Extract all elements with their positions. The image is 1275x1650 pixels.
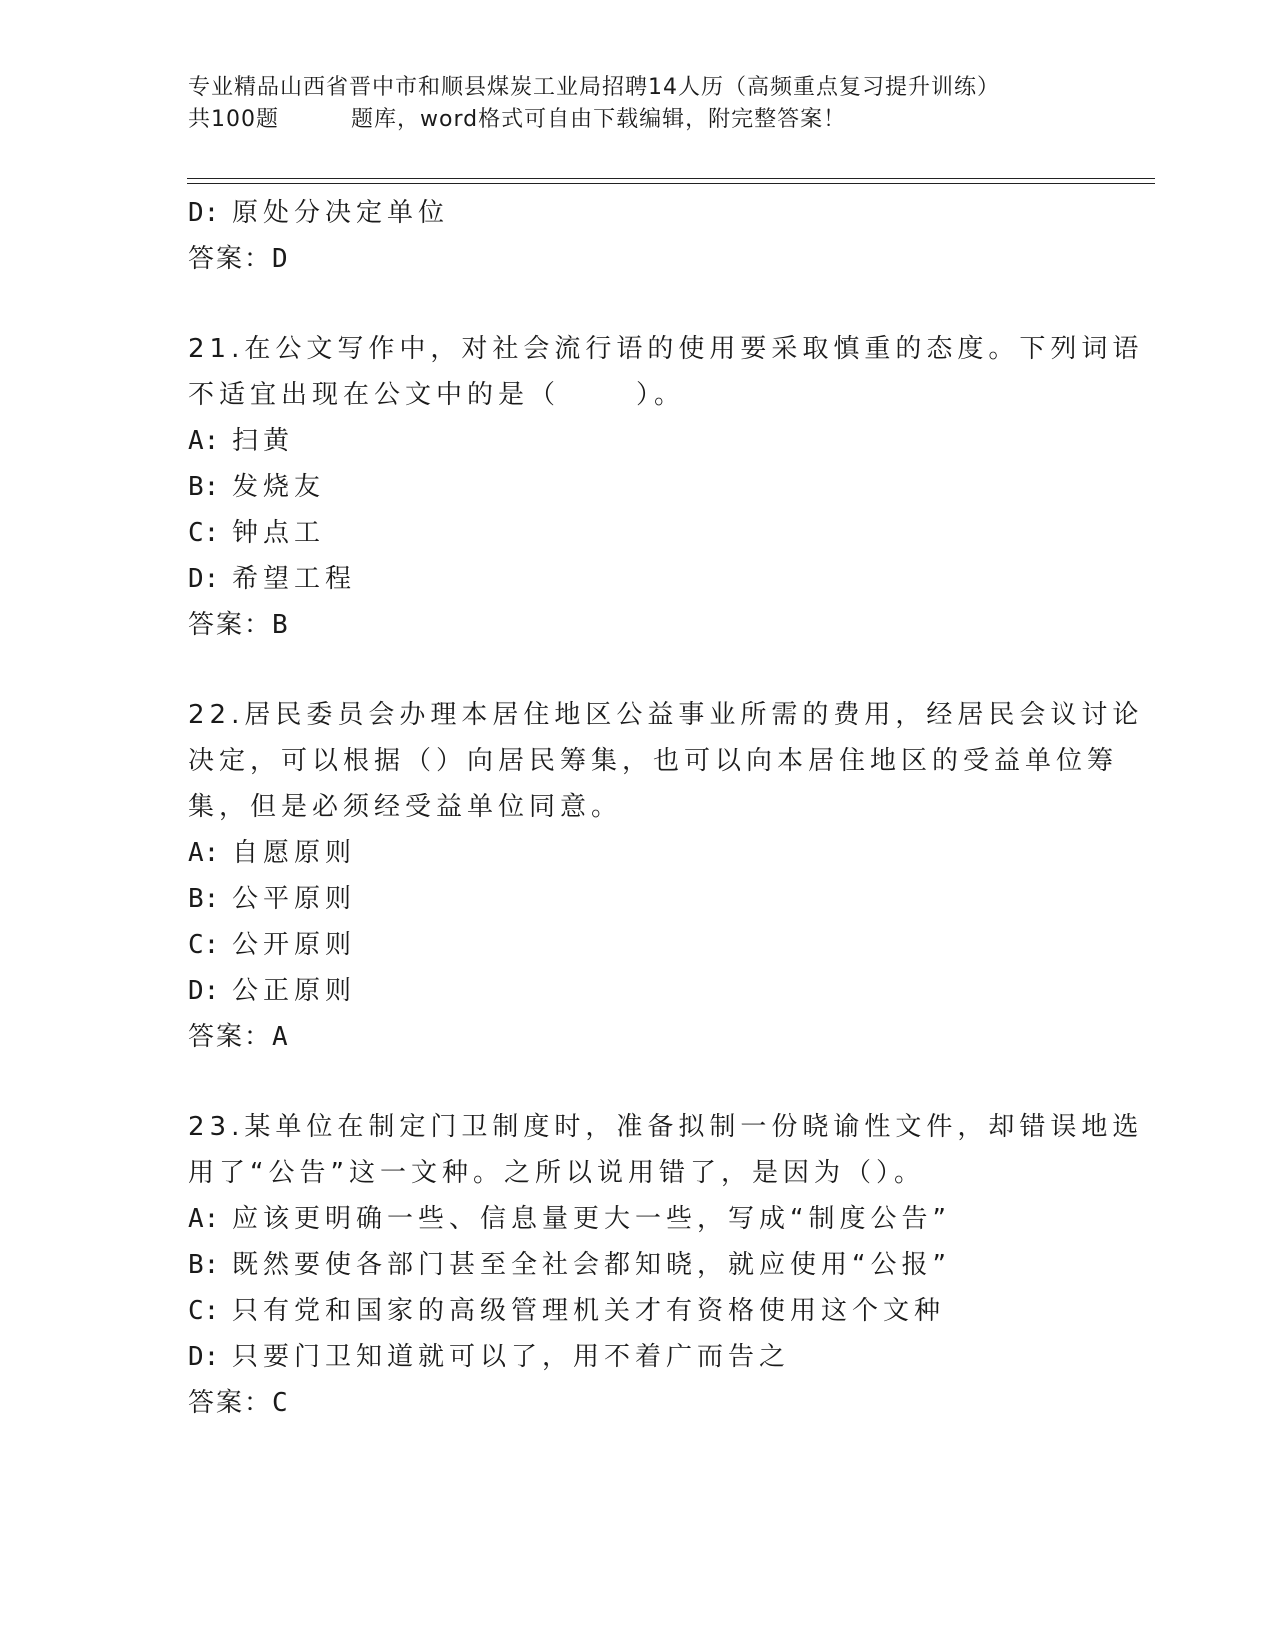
header-divider-top (187, 178, 1155, 179)
option-prefix: A: (188, 426, 220, 456)
question-stem-line (188, 372, 1088, 418)
header-divider-bottom (187, 183, 1155, 184)
option-c (188, 922, 1088, 968)
answer-line (188, 236, 1088, 282)
question-stem-line: 22.居民委员会办理本居住地区公益事业所需的费用，经居民会议讨论 (188, 700, 1144, 730)
option-d (188, 1334, 1088, 1380)
option-text: 钟点工 (232, 518, 326, 548)
option-prefix: B: (188, 1250, 220, 1280)
question-content (188, 190, 1144, 1426)
question-21 (188, 326, 1144, 648)
option-prefix: A: (188, 838, 220, 868)
option-b (188, 464, 1088, 510)
question-stem-line: 集，但是必须经受益单位同意。 (188, 792, 623, 822)
header-description: 题库，word格式可自由下载编辑，附完整答案！ (351, 107, 847, 132)
option-c (188, 510, 1088, 556)
option-prefix: C: (188, 518, 220, 548)
answer-value: B (272, 610, 290, 640)
option-c (188, 1288, 1088, 1334)
option-text: 只要门卫知道就可以了，用不着广而告之 (232, 1342, 791, 1372)
answer-value: D (272, 244, 290, 274)
option-prefix: D: (188, 198, 220, 228)
answer-label: 答案： (188, 610, 273, 640)
option-d (188, 968, 1088, 1014)
option-a (188, 418, 1088, 464)
question-stem-text: ）。 (636, 380, 686, 410)
answer-line (188, 602, 1088, 648)
option-text: 希望工程 (232, 564, 357, 594)
option-text: 公正原则 (232, 976, 357, 1006)
question-stem-line: 23.某单位在制定门卫制度时，准备拟制一份晓谕性文件，却错误地选 (188, 1112, 1144, 1142)
option-b (188, 1242, 1088, 1288)
answer-label: 答案： (188, 1022, 273, 1052)
option-a (188, 1196, 1088, 1242)
option-prefix: A: (188, 1204, 220, 1234)
header-subtitle-line (188, 104, 1148, 136)
question-23 (188, 1104, 1144, 1426)
question-stem-line: 决定，可以根据（）向居民筹集，也可以向本居住地区的受益单位筹 (188, 746, 1119, 776)
answer-label: 答案： (188, 244, 273, 274)
option-b (188, 876, 1088, 922)
option-a (188, 830, 1088, 876)
option-text: 应该更明确一些、信息量更大一些，写成“制度公告” (232, 1204, 951, 1234)
answer-value: A (272, 1022, 290, 1052)
header-title-line: 专业精品山西省晋中市和顺县煤炭工业局招聘14人历（高频重点复习提升训练） (188, 75, 1000, 100)
document-header (188, 72, 1148, 136)
option-prefix: D: (188, 976, 220, 1006)
option-d (188, 556, 1088, 602)
answer-value: C (272, 1388, 290, 1418)
option-text: 只有党和国家的高级管理机关才有资格使用这个文种 (232, 1296, 946, 1326)
option-prefix: D: (188, 564, 220, 594)
question-22 (188, 692, 1144, 1060)
question-stem-line: 21.在公文写作中，对社会流行语的使用要采取慎重的态度。下列词语 (188, 334, 1144, 364)
answer-label: 答案： (188, 1388, 273, 1418)
option-d (188, 190, 1088, 236)
option-text: 公平原则 (232, 884, 357, 914)
option-text: 扫黄 (232, 426, 295, 456)
option-prefix: B: (188, 884, 220, 914)
option-text: 原处分决定单位 (232, 198, 450, 228)
question-stem-line: 用了“公告”这一文种。之所以说用错了，是因为（）。 (188, 1158, 925, 1188)
answer-line (188, 1014, 1088, 1060)
option-prefix: C: (188, 1296, 220, 1326)
answer-line (188, 1380, 1088, 1426)
question-stem-text: 不适宜出现在公文中的是（ (188, 380, 561, 410)
option-text: 公开原则 (232, 930, 357, 960)
option-prefix: D: (188, 1342, 220, 1372)
option-text: 发烧友 (232, 472, 326, 502)
option-prefix: C: (188, 930, 220, 960)
header-question-count: 共100题 (188, 107, 279, 132)
option-text: 自愿原则 (232, 838, 357, 868)
option-prefix: B: (188, 472, 220, 502)
option-text: 既然要使各部门甚至全社会都知晓，就应使用“公报” (232, 1250, 951, 1280)
